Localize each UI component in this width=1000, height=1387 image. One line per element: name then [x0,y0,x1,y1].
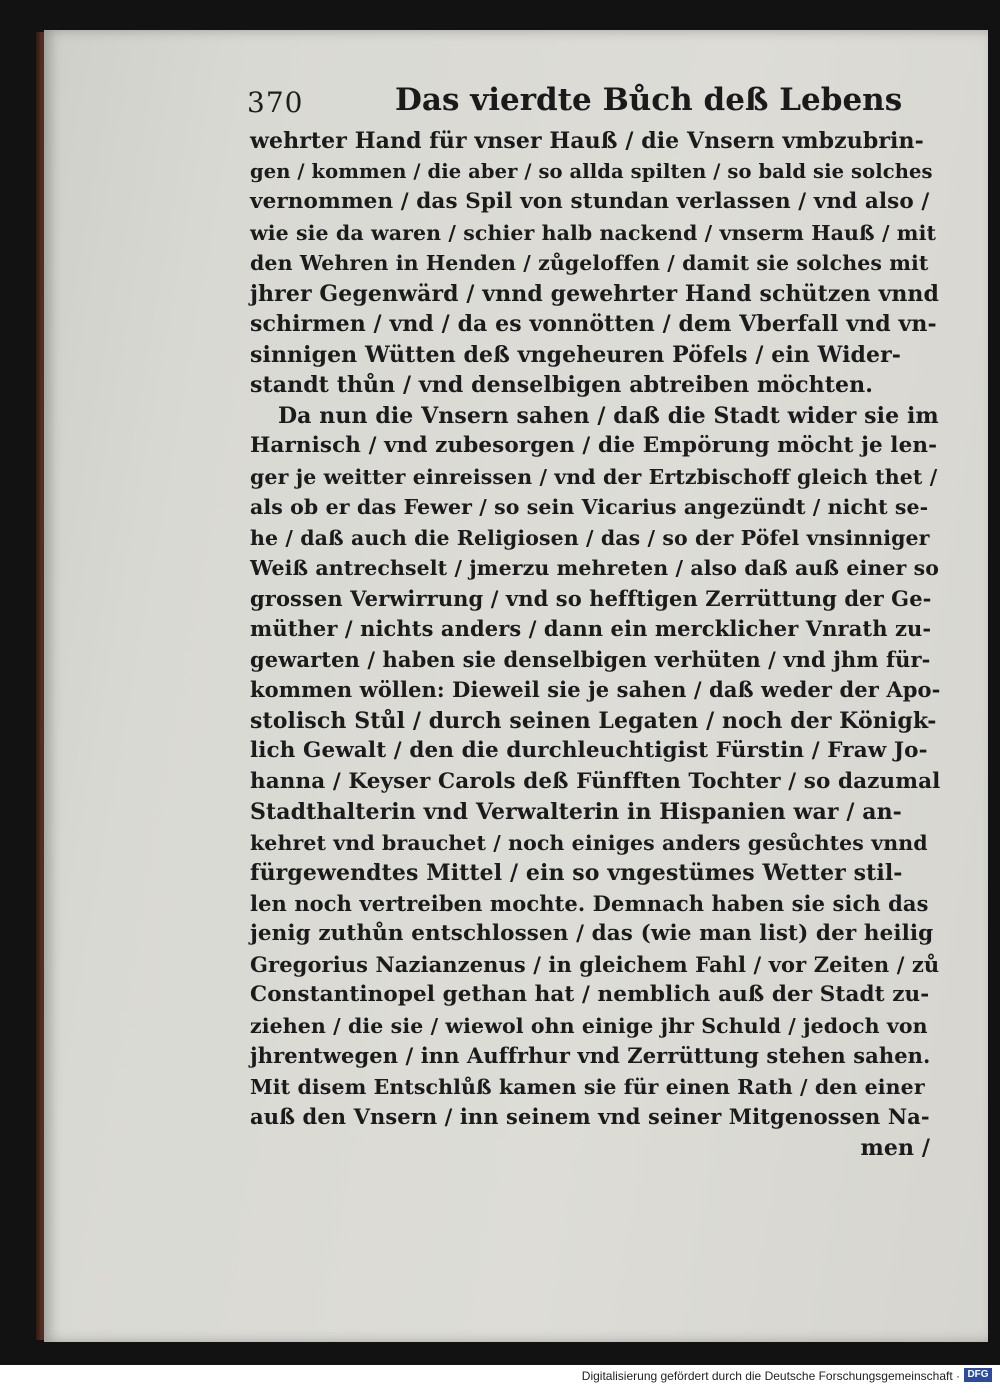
text-line: jhrentwegen / inn Auffrhur vnd Zerrüttung stehen sahen. [250,1043,931,1068]
text-line: wehrter Hand für vnser Hauß / die Vnsern vmbzubrin- [250,128,924,154]
text-line: len noch vertreiben mochte. Demnach haben sie sich das [250,890,929,916]
text-line: den Wehren in Henden / zůgeloffen / damit sie solches mit [250,251,929,275]
text-line: Weiß antrechselt / jmerzu mehreten / also daß auß einer so [250,556,940,580]
text-line: jenig zuthůn entschlossen / das (wie man list) der heilig [250,921,934,946]
funding-credit: Digitalisierung gefördert durch die Deutsche Forschungsgemeinschaft · [581,1369,960,1383]
text-line: auß den Vnsern / inn seinem vnd seiner Mitgenossen Na- [250,1104,930,1129]
text-line: Gregorius Nazianzenus / in gleichem Fahl / vor Zeiten / zů [250,951,940,977]
text-line: wie sie da waren / schier halb nackend / vnserm Hauß / mit [250,220,937,245]
text-line: Stadthalterin vnd Verwalterin in Hispanien war / an- [250,799,902,825]
text-line: gewarten / haben sie denselbigen verhüten / vnd jhm für- [250,646,931,672]
text-line: ziehen / die sie / wiewol ohn einige jhr Schuld / jedoch von [250,1013,928,1038]
text-line: Harnisch / vnd zubesorgen / die Empörung möcht je len- [250,433,938,458]
text-line: gen / kommen / die aber / so allda spilten / so bald sie solches [250,159,933,183]
text-line: lich Gewalt / den die durchleuchtigist Fürstin / Fraw Jo- [250,738,928,763]
text-line: kommen wöllen: Dieweil sie je sahen / daß weder der Apo- [250,677,941,702]
text-line: kehret vnd brauchet / noch einiges anders gesůchtes vnnd [250,830,928,855]
text-line: schirmen / vnd / da es vonnötten / dem Vberfall vnd vn- [250,311,937,337]
catchword: men / [860,1134,930,1161]
text-line: jhrer Gegenwärd / vnnd gewehrter Hand schützen vnnd [250,280,940,307]
page-header [247,82,903,122]
body-text [250,126,940,1163]
text-line: stolisch Stůl / durch seinen Legaten / noch der Königk- [250,707,937,734]
text-line: Mit disem Entschlůß kamen sie für einen Rath / den einer [250,1074,925,1099]
text-line: grossen Verwirrung / vnd so hefftigen Zerrüttung der Ge- [250,585,932,611]
dfg-logo: DFG [964,1368,992,1382]
text-line: standt thůn / vnd denselbigen abtreiben möchten. [250,372,873,398]
text-line: müther / nichts anders / dann ein mercklicher Vnrath zu- [250,616,932,641]
text-line: Constantinopel gethan hat / nemblich auß der Stadt zu- [250,982,930,1007]
paragraph-start-line: Da nun die Vnsern sahen / daß die Stadt wider sie im [278,402,939,429]
text-line: sinnigen Wütten deß vngeheuren Pöfels / ein Wider- [250,341,902,368]
text-line: vernommen / das Spil von stundan verlassen / vnd also / [250,189,930,214]
text-line: als ob er das Fewer / so sein Vicarius angezündt / nicht se- [250,495,929,519]
text-line: ger je weitter einreissen / vnd der Ertzbischoff gleich thet / [250,464,938,489]
text-line: hanna / Keyser Carols deß Fünfften Tochter / so dazumal [250,768,941,794]
text-line: fürgewendtes Mittel / ein so vngestümes Wetter stil- [250,860,903,886]
page-number: 370 [247,86,304,119]
running-title: Das vierdte Bůch deß Lebens [395,82,903,118]
text-line: he / daß auch die Religiosen / das / so der Pöfel vnsinniger [250,525,930,550]
